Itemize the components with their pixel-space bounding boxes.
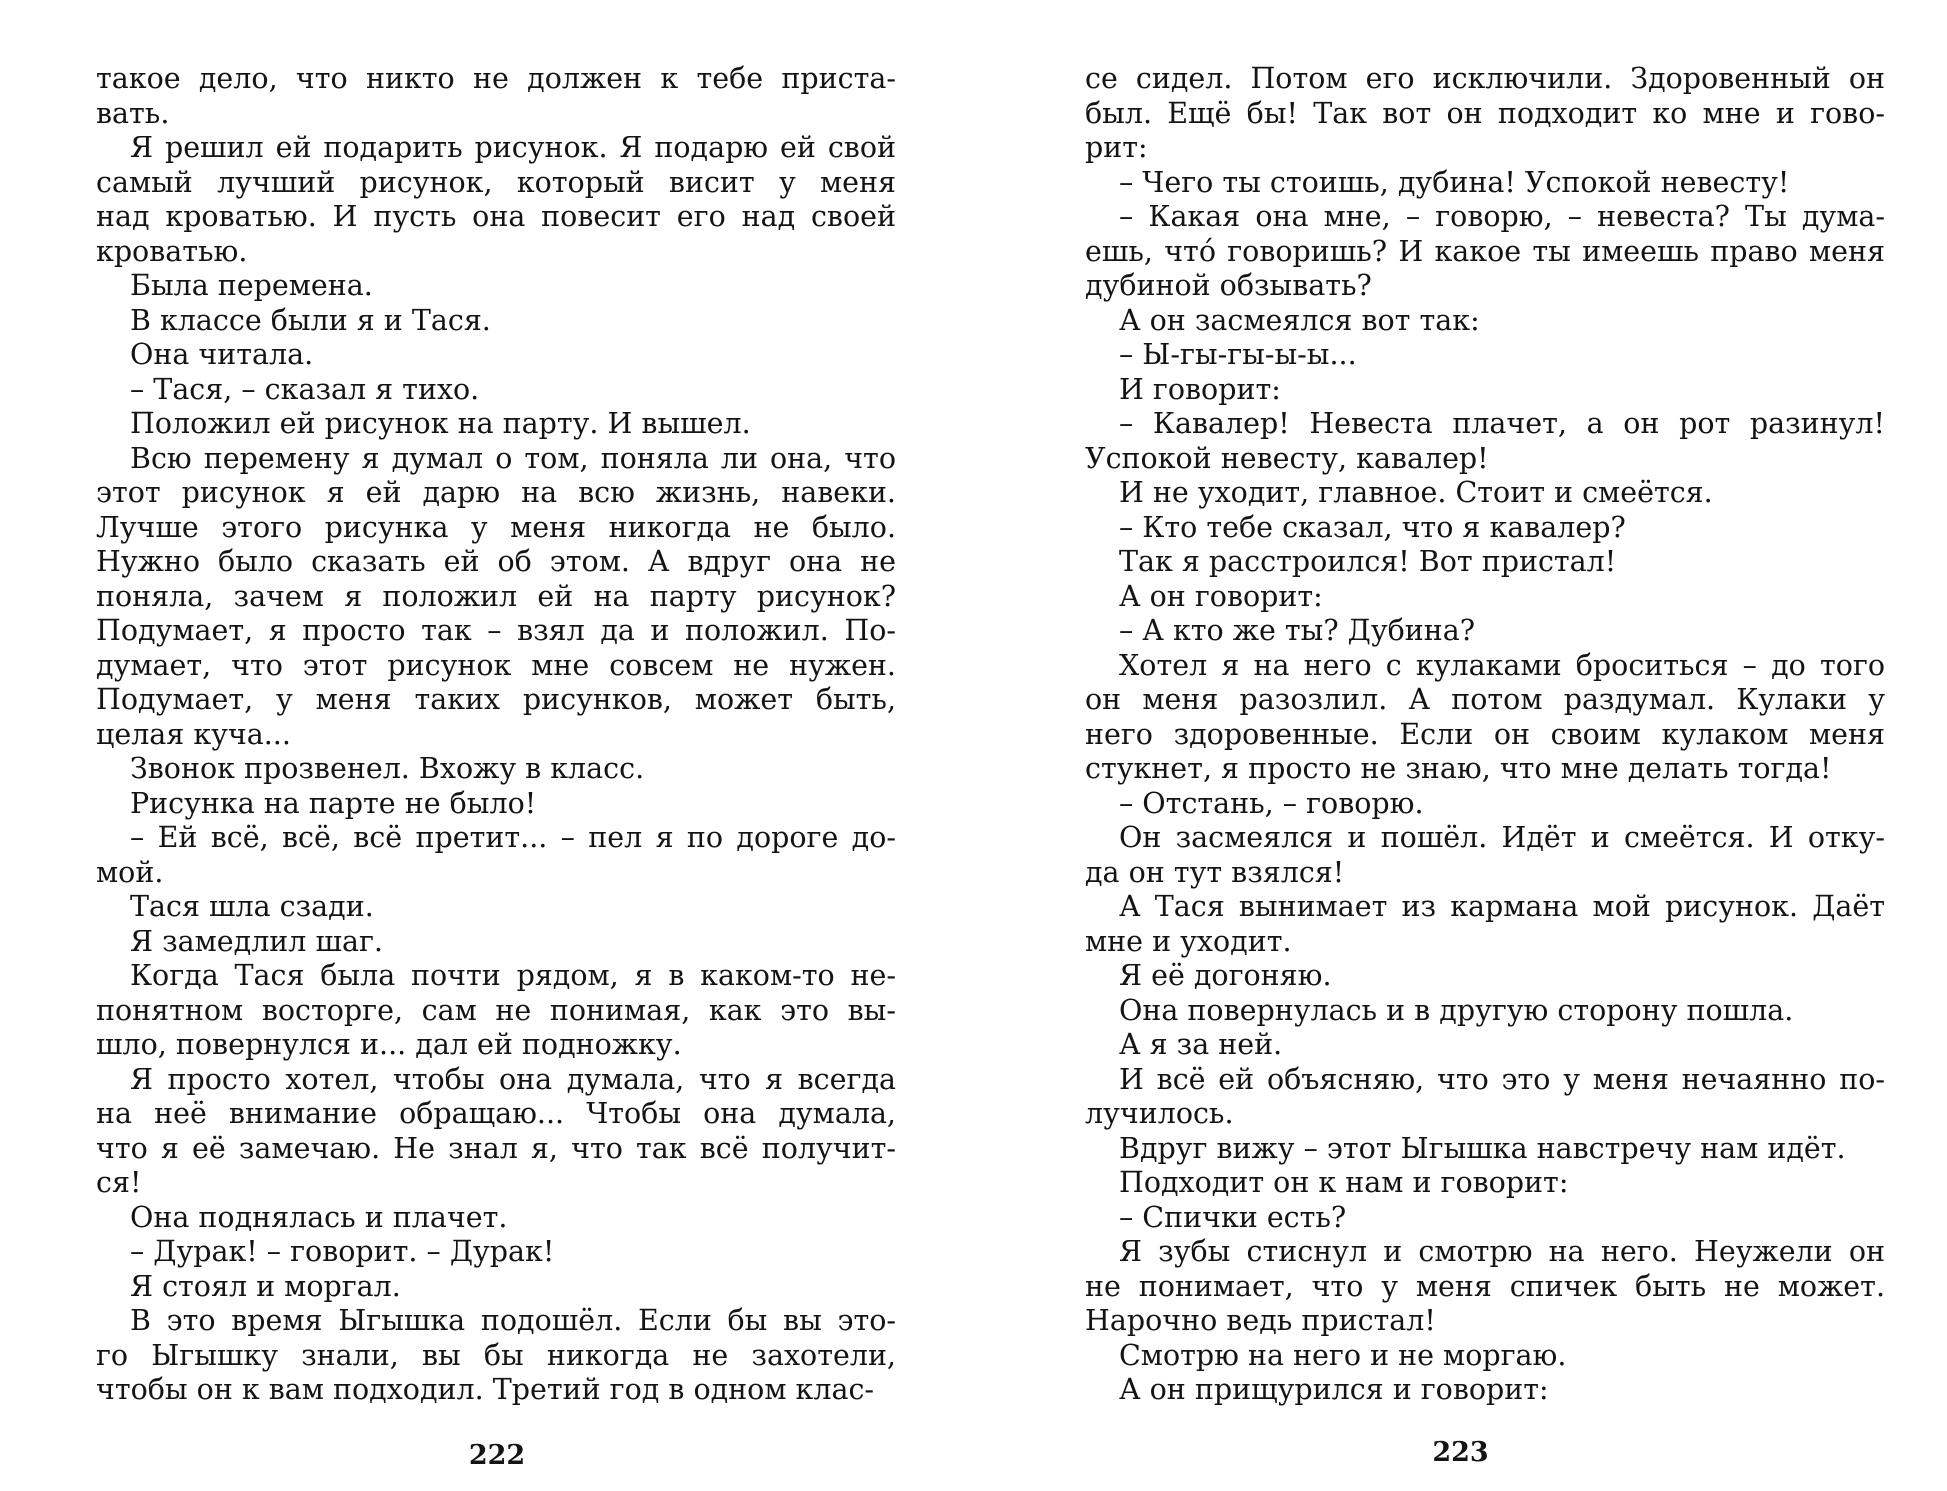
text-line: поняла, зачем я положил ей на парту рисунок? <box>96 579 896 613</box>
text-line: А он засмеялся вот так: <box>1119 303 1480 337</box>
text-line: Она поднялась и плачет. <box>130 1200 508 1234</box>
text-line: понятном восторге, сам не понимая, как это вы- <box>96 993 896 1027</box>
text-line: – Кавалер! Невеста плачет, а он рот разинул! <box>1119 407 1885 440</box>
text-line: – Какая она мне, – говорю, – невеста? Ты дума- <box>1119 200 1885 233</box>
text-line: – Кто тебе сказал, что я кавалер? <box>1119 510 1626 544</box>
text-line: этот рисунок я ей дарю на всю жизнь, навеки. <box>96 476 896 509</box>
left-page-text <box>96 62 896 1408</box>
text-line: да он тут взялся! <box>1085 855 1345 889</box>
text-line: А Тася вынимает из кармана мой рисунок. Даёт <box>1119 890 1885 923</box>
text-line: Так я расстроился! Вот пристал! <box>1119 545 1617 578</box>
text-line: Я стоял и моргал. <box>130 1269 401 1303</box>
text-line: И всё ей объясняю, что это у меня нечаянно по- <box>1119 1062 1885 1096</box>
right-page-number: 223 <box>1432 1437 1489 1468</box>
text-line: над кроватью. И пусть она повесит его над своей <box>96 200 896 233</box>
text-line: дубиной обзывать? <box>1085 269 1372 302</box>
text-line: – А кто же ты? Дубина? <box>1119 614 1476 647</box>
text-line: чтобы он к вам подходил. Третий год в одном клас- <box>96 1373 875 1406</box>
text-line: Смотрю на него и не моргаю. <box>1119 1338 1567 1372</box>
text-line: он меня разозлил. А потом раздумал. Кулаки у <box>1085 683 1885 716</box>
text-line: ся! <box>96 1166 142 1199</box>
text-line: мой. <box>96 855 164 889</box>
text-line: мне и уходит. <box>1085 924 1292 958</box>
text-line: Рисунка на парте не было! <box>130 786 537 820</box>
left-page-number: 222 <box>468 1440 526 1471</box>
text-line: Лучше этого рисунка у меня никогда не было. <box>96 510 896 544</box>
text-line: Звонок прозвенел. Вхожу в класс. <box>130 752 645 785</box>
text-line: А он прищурился и говорит: <box>1119 1373 1549 1406</box>
text-line: шло, повернулся и... дал ей подножку. <box>96 1028 682 1061</box>
text-line: не понимает, что у меня спичек быть не может. <box>1085 1269 1885 1303</box>
text-line: него здоровенные. Если он своим кулаком меня <box>1085 717 1885 751</box>
text-line: Подумает, у меня таких рисунков, может быть, <box>96 683 896 716</box>
text-line: Подходит он к нам и говорит: <box>1119 1166 1569 1199</box>
text-line: Я замедлил шаг. <box>130 924 383 958</box>
text-line: стукнет, я просто не знаю, что мне делать тогда! <box>1085 752 1832 785</box>
text-line: Нужно было сказать ей об этом. А вдруг она не <box>96 545 896 578</box>
text-line: рит: <box>1085 131 1148 164</box>
text-line: Была перемена. <box>130 269 373 302</box>
text-line: Нарочно ведь пристал! <box>1085 1304 1436 1337</box>
text-line: был. Ещё бы! Так вот он подходит ко мне и гово- <box>1085 96 1885 130</box>
text-line: Всю перемену я думал о том, поняла ли она, что <box>130 441 896 475</box>
right-page <box>974 0 1947 1491</box>
text-line: ешь, что́ говоришь? И какое ты имеешь право меня <box>1085 234 1885 268</box>
text-line: Она читала. <box>130 338 314 371</box>
text-line: В классе были я и Тася. <box>130 303 491 337</box>
text-line: Вдруг вижу – этот Ыгышка навстречу нам идёт. <box>1119 1131 1846 1165</box>
text-line: Положил ей рисунок на парту. И вышел. <box>130 407 751 440</box>
text-line: на неё внимание обращаю... Чтобы она думала, <box>96 1097 896 1130</box>
text-line: – Отстань, – говорю. <box>1119 786 1424 820</box>
text-line: – Чего ты стоишь, дубина! Успокой невесту! <box>1119 165 1790 199</box>
text-line: кроватью. <box>96 234 248 268</box>
text-line: Я просто хотел, чтобы она думала, что я всегда <box>130 1062 896 1096</box>
text-line: думает, что этот рисунок мне совсем не нужен. <box>96 648 896 682</box>
text-line: Она повернулась и в другую сторону пошла. <box>1119 993 1794 1027</box>
text-line: Успокой невесту, кавалер! <box>1085 441 1489 475</box>
text-line: целая куча... <box>96 717 291 751</box>
text-line: се сидел. Потом его исключили. Здоровенный он <box>1085 62 1885 95</box>
text-line: – Ей всё, всё, всё претит... – пел я по дороге до- <box>130 821 896 854</box>
text-line: самый лучший рисунок, который висит у меня <box>96 165 896 199</box>
text-line: Хотел я на него с кулаками броситься – до того <box>1119 648 1885 682</box>
text-line: лучилось. <box>1085 1097 1234 1130</box>
right-page-text <box>1085 62 1885 1408</box>
text-line: – Дурак! – говорит. – Дурак! <box>130 1235 555 1268</box>
text-line: Подумает, я просто так – взял да и положил. По- <box>96 614 896 647</box>
text-line: И говорит: <box>1119 372 1281 406</box>
text-line: Я зубы стиснул и смотрю на него. Неужели он <box>1119 1235 1885 1268</box>
text-line: – Спички есть? <box>1119 1200 1347 1234</box>
text-line: А я за ней. <box>1119 1028 1283 1061</box>
text-line: Я решил ей подарить рисунок. Я подарю ей свой <box>130 131 896 164</box>
text-line: вать. <box>96 96 170 130</box>
text-line: – Тася, – сказал я тихо. <box>130 372 480 406</box>
text-line: Когда Тася была почти рядом, я в каком-то не- <box>130 959 896 992</box>
text-line: что я её замечаю. Не знал я, что так всё получит- <box>96 1131 896 1165</box>
text-line: И не уходит, главное. Стоит и смеётся. <box>1119 476 1713 509</box>
text-line: такое дело, что никто не должен к тебе приста- <box>96 62 896 95</box>
text-line: Я её догоняю. <box>1119 959 1332 992</box>
text-line: А он говорит: <box>1119 579 1323 613</box>
text-line: В это время Ыгышка подошёл. Если бы вы это- <box>130 1304 896 1337</box>
text-line: Тася шла сзади. <box>130 890 374 923</box>
text-line: – Ы-гы-гы-ы-ы... <box>1119 338 1357 371</box>
text-line: Он засмеялся и пошёл. Идёт и смеётся. И отку- <box>1119 821 1885 854</box>
text-line: го Ыгышку знали, вы бы никогда не захотели, <box>96 1338 896 1372</box>
